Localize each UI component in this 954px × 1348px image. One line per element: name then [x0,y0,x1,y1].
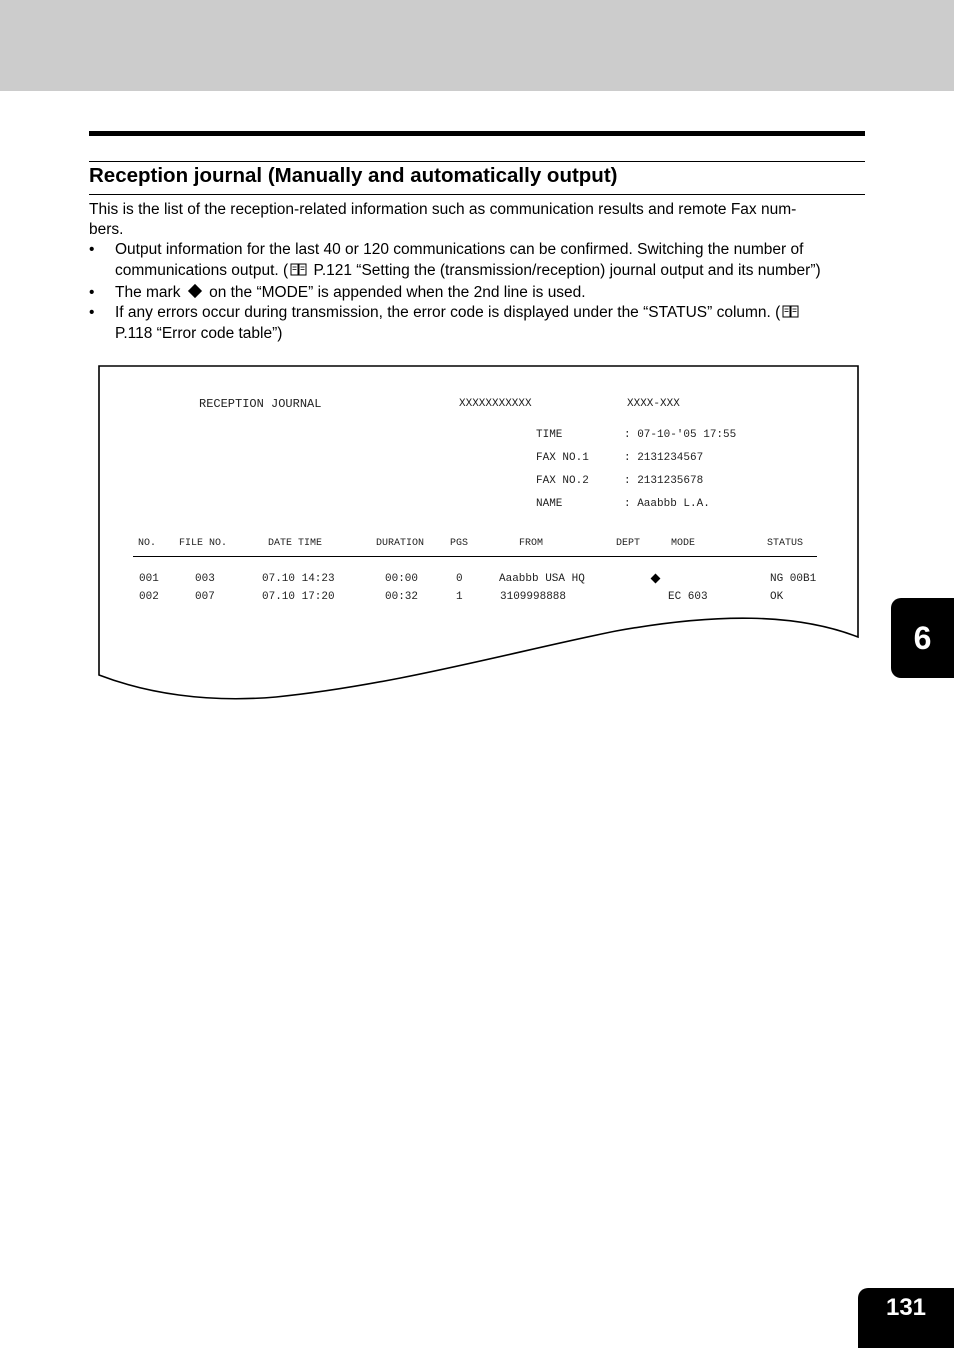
info-label-name: NAME [536,498,563,510]
bullet-1-line-2: communications output. ( P.121 “Setting the (transmission/reception) journal output and its number”) [115,261,821,284]
col-header-status: STATUS [767,538,804,549]
row-1-status: NG 00B1 [770,573,817,585]
heading-top-rule [89,161,865,162]
book-reference-icon [782,305,799,326]
col-header-dept: DEPT [616,538,641,549]
row-1-duration: 00:00 [385,573,419,585]
info-value-time: : 07-10-'05 17:55 [624,429,737,441]
journal-header-field-2: XXXX-XXX [627,398,680,410]
row-2-from: 3109998888 [500,591,567,603]
section-heading: Reception journal (Manually and automatically output) [89,164,618,187]
row-2-no: 002 [139,591,159,603]
info-value-fax2: : 2131235678 [624,475,704,487]
header-band [0,0,954,91]
col-header-from: FROM [519,538,544,549]
bullet-3-line-1: If any errors occur during transmission, the error code is displayed under the “STATUS” column. ( [115,303,801,326]
page-number: 131 [858,1288,954,1348]
bullet-marker-2: • [89,284,95,301]
info-value-name: : Aaabbb L.A. [624,498,710,510]
journal-title: RECEPTION JOURNAL [199,397,322,411]
row-2-status: OK [770,591,784,603]
section-top-rule [89,131,865,136]
row-1-no: 001 [139,573,159,585]
bullet-1-line-1: Output information for the last 40 or 120 communications can be confirmed. Switching the number of [115,241,804,258]
info-value-fax1: : 2131234567 [624,452,704,464]
info-label-fax2: FAX NO.2 [536,475,589,487]
col-header-no: NO. [138,538,157,549]
heading-bottom-rule [89,194,865,195]
row-2-pgs: 1 [456,591,463,603]
col-header-date-time: DATE TIME [268,538,323,549]
col-header-mode: MODE [671,538,696,549]
book-reference-icon [290,263,307,284]
diamond-mark-icon [188,284,202,298]
bullet-marker-1: • [89,241,95,258]
info-label-time: TIME [536,429,563,441]
col-header-file-no: FILE NO. [179,538,228,549]
info-label-fax1: FAX NO.1 [536,452,589,464]
row-2-file-no: 007 [195,591,215,603]
row-1-file-no: 003 [195,573,215,585]
journal-paper-outline [96,363,862,703]
row-1-date-time: 07.10 14:23 [262,573,335,585]
row-2-mode: EC 603 [668,591,708,603]
row-1-from: Aaabbb USA HQ [499,573,585,585]
row-1-pgs: 0 [456,573,463,585]
bullet-3-line-2: P.118 “Error code table”) [115,325,283,342]
bullet-2: The mark on the “MODE” is appended when the 2nd line is used. [115,284,586,301]
chapter-tab[interactable]: 6 [891,598,954,678]
row-2-date-time: 07.10 17:20 [262,591,335,603]
row-2-duration: 00:32 [385,591,419,603]
col-header-duration: DURATION [376,538,425,549]
intro-line-1: This is the list of the reception-related information such as communication results and remote Fax num- [89,201,797,218]
col-header-pgs: PGS [450,538,469,549]
bullet-marker-3: • [89,304,95,321]
intro-line-2: bers. [89,221,124,238]
journal-header-field-1: XXXXXXXXXXX [459,398,532,410]
column-header-rule [133,556,817,557]
